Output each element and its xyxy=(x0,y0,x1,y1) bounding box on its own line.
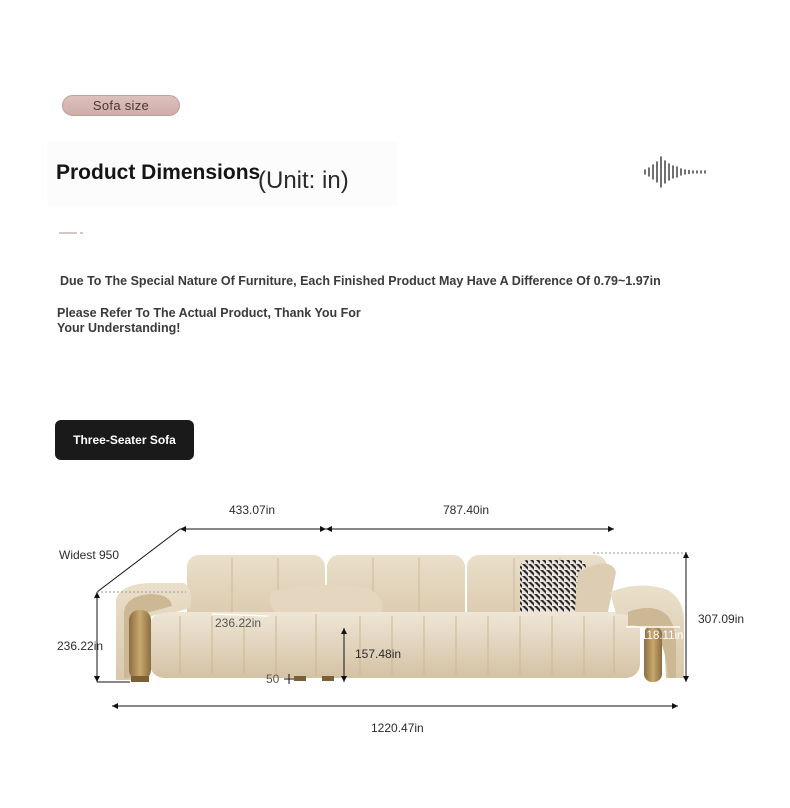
front-left-foot xyxy=(131,676,149,682)
dim-total-length: 1220.47in xyxy=(371,721,424,735)
front-mid-foot xyxy=(294,676,306,681)
notice-difference: Due To The Special Nature Of Furniture, Each Finished Product May Have A Difference Of 0.79~1.97in xyxy=(60,274,661,288)
dim-seat-depth: 236.22in xyxy=(215,616,262,630)
product-type-label: Three-Seater Sofa xyxy=(73,433,176,447)
dim-leg: 50 xyxy=(266,672,280,686)
dim-right-top: 787.40in xyxy=(443,503,490,517)
front-mid2-foot xyxy=(322,676,334,681)
dim-arm: 118.11in xyxy=(641,630,684,642)
dim-left-height: 236.22in xyxy=(57,639,104,653)
dim-left-top: 433.07in xyxy=(229,503,276,517)
sofa-size-tag-label: Sofa size xyxy=(92,98,150,113)
page-title: Product Dimensions xyxy=(56,161,261,184)
notice-thanks: Please Refer To The Actual Product, Thank You For Your Understanding! xyxy=(57,306,361,335)
dim-seat-height: 157.48in xyxy=(355,647,402,661)
dim-widest: Widest 950 xyxy=(59,548,120,562)
dim-right-height: 307.09in xyxy=(698,612,745,626)
unit-label: (Unit: in) xyxy=(258,167,349,194)
